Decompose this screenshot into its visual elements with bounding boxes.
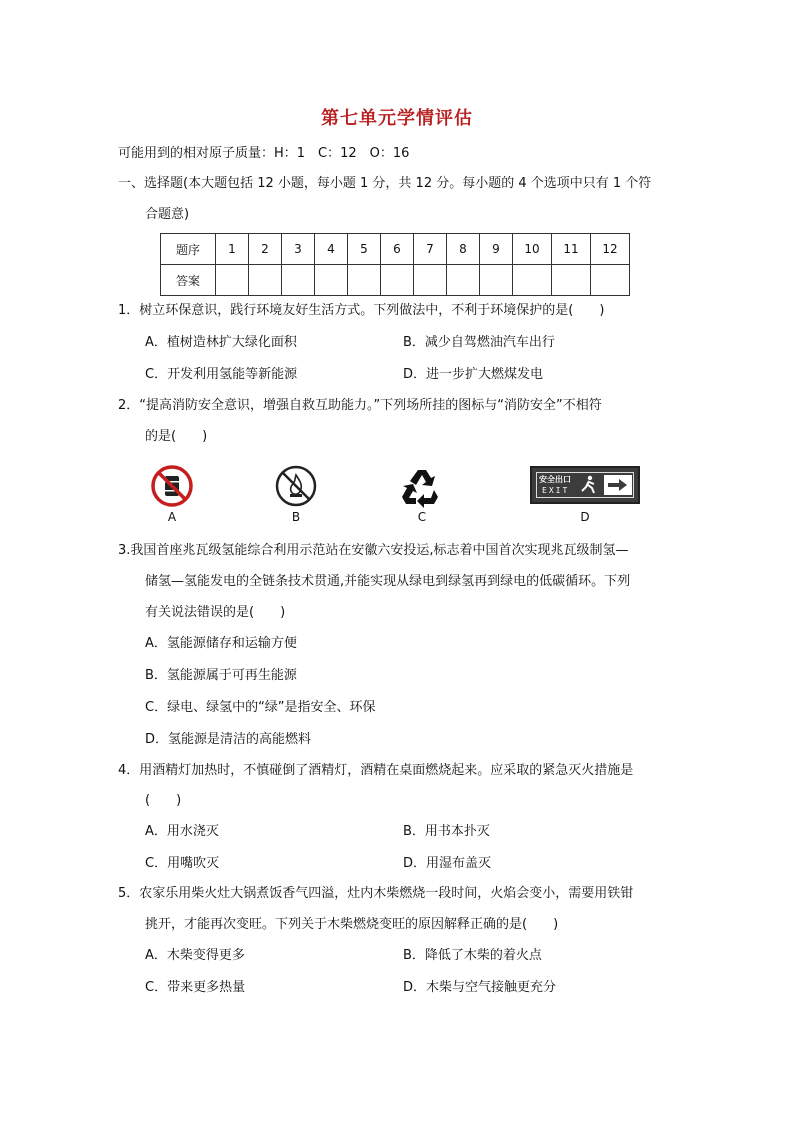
sign-label-c: C [417,510,427,524]
q4-option-a: A．用水浇灭 [145,824,219,839]
q5-option-c: C．带来更多热量 [145,980,246,995]
recycle-sign-icon [398,464,446,508]
q5-option-d: D．木柴与空气接触更充分 [403,980,557,995]
table-number: 11 [552,234,591,265]
exit-sign-en: EXIT [542,486,570,495]
table-number: 4 [315,234,348,265]
table-header-label: 题序 [161,234,216,265]
answer-cell [348,265,381,296]
q4-stem: 4．用酒精灯加热时，不慎碰倒了酒精灯，酒精在桌面燃烧起来。应采取的紧急灭火措施是 [118,763,634,778]
table-number: 1 [216,234,249,265]
answer-table-header-row [161,234,630,265]
emergency-exit-sign [530,466,640,504]
q3-stem: 3.我国首座兆瓦级氢能综合利用示范站在安徽六安投运,标志着中国首次实现兆瓦级制氢— [118,543,629,558]
sign-label-d: D [580,510,590,524]
exit-sign-cn: 安全出口 [539,475,571,484]
q3-stem-cont: 储氢—氢能发电的全链条技术贯通,并能实现从绿电到绿氢再到绿电的低碳循环。下列 [145,574,631,589]
q1-option-c: C．开发利用氢能等新能源 [145,367,298,382]
section-heading: 一、选择题(本大题包括 12 小题，每小题 1 分，共 12 分。每小题的 4 个选项中只有 1 个符 [118,176,652,191]
page-title: 第七单元学情评估 [321,108,473,129]
sign-label-a: A [167,510,177,524]
table-answer-label: 答案 [161,265,216,296]
table-number: 2 [249,234,282,265]
answer-cell [216,265,249,296]
answer-cell [480,265,513,296]
q1-stem: 1．树立环保意识，践行环境友好生活方式。下列做法中，不利于环境保护的是( ) [118,303,605,318]
table-number: 10 [513,234,552,265]
q3-option-a: A．氢能源储存和运输方便 [145,636,297,651]
q1-option-d: D．进一步扩大燃煤发电 [403,367,544,382]
q3-stem-cont2: 有关说法错误的是( ) [145,605,286,620]
sign-label-b: B [291,510,301,524]
no-open-flame-sign-icon [274,464,318,508]
table-number: 3 [282,234,315,265]
q4-option-c: C．用嘴吹灭 [145,856,220,871]
section-heading-cont: 合题意) [145,207,190,222]
table-number: 6 [381,234,414,265]
q3-option-d: D．氢能源是清洁的高能燃料 [145,732,312,747]
q4-stem-cont: ( ) [145,793,182,808]
q2-stem: 2．“提高消防安全意识，增强自救互助能力。”下列场所挂的图标与“消防安全”不相符 [118,398,602,413]
atomic-mass-note: 可能用到的相对原子质量：H：1 C：12 O：16 [118,146,410,161]
answer-table [160,233,630,296]
arrow-right-icon [604,475,632,495]
table-number: 5 [348,234,381,265]
q4-option-d: D．用湿布盖灭 [403,856,492,871]
answer-cell [552,265,591,296]
answer-cell [249,265,282,296]
q1-option-a: A．植树造林扩大绿化面积 [145,335,297,350]
answer-cell [282,265,315,296]
q5-option-b: B．降低了木柴的着火点 [403,948,542,963]
q5-stem-cont: 挑开，才能再次变旺。下列关于木柴燃烧变旺的原因解释正确的是( ) [145,917,559,932]
table-number: 7 [414,234,447,265]
answer-cell [414,265,447,296]
running-person-icon [580,475,598,495]
table-number: 8 [447,234,480,265]
q2-stem-cont: 的是( ) [145,429,208,444]
answer-cell [315,265,348,296]
q3-option-b: B．氢能源属于可再生能源 [145,668,297,683]
table-number: 12 [591,234,630,265]
exit-arrow-box [604,475,632,495]
q5-stem: 5．农家乐用柴火灶大锅煮饭香气四溢，灶内木柴燃烧一段时间，火焰会变小，需要用铁钳 [118,886,634,901]
answer-cell [513,265,552,296]
q4-option-b: B．用书本扑灭 [403,824,490,839]
no-fuel-sign-icon [150,464,194,508]
table-number: 9 [480,234,513,265]
answer-cell [381,265,414,296]
q5-option-a: A．木柴变得更多 [145,948,245,963]
q3-option-c: C．绿电、绿氢中的“绿”是指安全、环保 [145,700,376,715]
answer-cell [591,265,630,296]
answer-cell [447,265,480,296]
answer-table-answer-row [161,265,630,296]
q1-option-b: B．减少自驾燃油汽车出行 [403,335,555,350]
